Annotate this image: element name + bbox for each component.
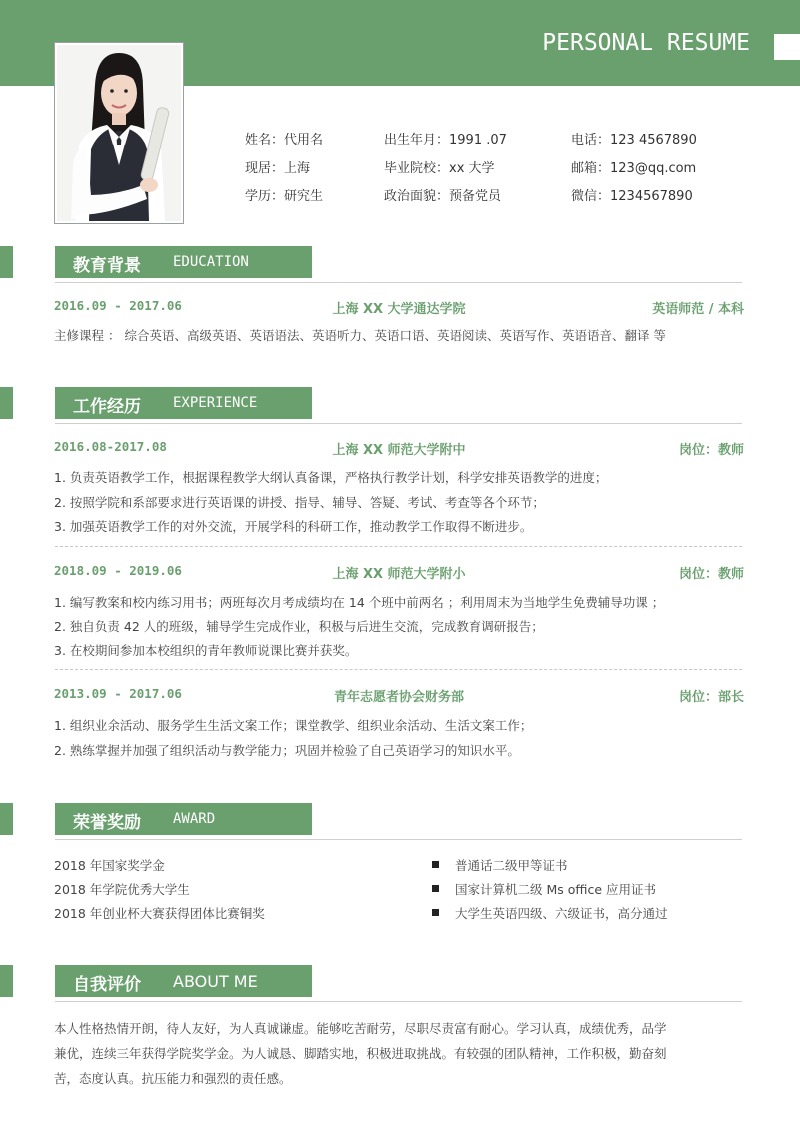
profile-name: 姓名：代用名 — [245, 133, 324, 148]
award-header — [55, 803, 312, 835]
award-item: 2018 年创业杯大赛获得团体比赛铜奖 — [54, 906, 265, 921]
job-role: 岗位：教师 — [678, 443, 744, 458]
profile-wechat: 微信：1234567890 — [571, 189, 693, 204]
about-title-cn: 自我评价 — [73, 975, 141, 995]
job-item: 2. 独自负责 42 人的班级，辅导学生完成作业，积极与后进生交流，完成教育调研报告； — [54, 619, 544, 634]
education-header — [55, 246, 312, 278]
experience-title-cn: 工作经历 — [73, 397, 141, 417]
certificate-item: 国家计算机二级 Ms office 应用证书 — [455, 882, 657, 897]
education-courses: 主修课程 ： 综合英语、高级英语、英语语法、英语听力、英语口语、英语阅读、英语写作、英语语音、翻译 等 — [54, 328, 666, 343]
profile-birth: 出生年月：1991 .07 — [384, 133, 507, 148]
experience-tab-marker — [0, 387, 13, 419]
education-title-cn: 教育背景 — [73, 256, 141, 276]
job-item: 1. 组织业余活动、服务学生生活文案工作；课堂教学、组织业余活动、生活文案工作； — [54, 718, 533, 733]
profile-info-col-1 — [245, 127, 323, 211]
square-bullet-icon — [432, 885, 439, 892]
profile-school: 毕业院校：xx 大学 — [384, 161, 495, 176]
job-separator — [55, 669, 742, 670]
job-org: 青年志愿者协会财务部 — [333, 690, 464, 705]
job-role: 岗位：部长 — [678, 690, 744, 705]
experience-title-en: EXPERIENCE — [173, 395, 258, 411]
about-tab-marker — [0, 965, 13, 997]
job-date: 2013.09 - 2017.06 — [54, 686, 182, 701]
job-item: 2. 按照学院和系部要求进行英语课的讲授、指导、辅导、答疑、考试、考查等各个环节； — [54, 495, 545, 510]
job-row — [54, 686, 744, 706]
job-item: 1. 负责英语教学工作，根据课程教学大纲认真备课，严格执行教学计划，科学安排英语教学的进度； — [54, 470, 608, 485]
certificate-item: 普通话二级甲等证书 — [455, 858, 568, 873]
award-divider — [55, 839, 742, 840]
education-divider — [55, 282, 742, 283]
job-org: 上海 XX 师范大学附小 — [332, 567, 466, 582]
profile-info-col-2 — [384, 127, 507, 211]
about-line: 本人性格热情开朗，待人友好，为人真诚谦虚。能够吃苦耐劳，尽职尽责富有耐心。学习认真，成绩优秀，品学 — [54, 1021, 667, 1036]
job-item: 3. 加强英语教学工作的对外交流，开展学科的科研工作，推动教学工作取得不断进步。 — [54, 519, 533, 534]
about-divider — [55, 1001, 742, 1002]
education-date: 2016.09 - 2017.06 — [54, 298, 182, 313]
about-line: 苦，态度认真。抗压能力和强烈的责任感。 — [54, 1071, 292, 1086]
job-row — [54, 563, 744, 583]
profile-photo — [57, 45, 181, 221]
profile-email: 邮箱：123@qq.com — [571, 161, 697, 176]
award-title-en: AWARD — [173, 811, 216, 827]
person-photo-icon — [57, 45, 181, 221]
job-separator — [55, 546, 742, 547]
title-square-decoration — [774, 34, 800, 60]
profile-phone: 电话：123 4567890 — [571, 133, 697, 148]
award-title-cn: 荣誉奖励 — [73, 813, 141, 833]
education-title-en: EDUCATION — [173, 254, 249, 270]
about-header — [55, 965, 312, 997]
education-row — [54, 298, 744, 318]
experience-header — [55, 387, 312, 419]
experience-divider — [55, 423, 742, 424]
job-date: 2016.08-2017.08 — [54, 439, 167, 454]
about-title-en: ABOUT ME — [173, 972, 258, 991]
profile-residence: 现居：上海 — [245, 161, 311, 176]
job-item: 2. 熟练掌握并加强了组织活动与教学能力；巩固并检验了自己英语学习的知识水平。 — [54, 743, 520, 758]
square-bullet-icon — [432, 909, 439, 916]
job-item: 1. 编写教案和校内练习用书；两班每次月考成绩均在 14 个班中前两名 ；利用周末为当地学生免费辅导功课 ； — [54, 595, 665, 610]
education-tab-marker — [0, 246, 13, 278]
resume-title: PERSONAL RESUME — [542, 30, 750, 56]
education-major: 英语师范 / 本科 — [652, 302, 744, 317]
profile-photo-frame — [54, 42, 184, 224]
award-tab-marker — [0, 803, 13, 835]
profile-politics: 政治面貌：预备党员 — [384, 189, 502, 204]
about-line: 兼优，连续三年获得学院奖学金。为人诚恳、脚踏实地，积极进取挑战。有较强的团队精神，工作积极，勤奋刻 — [54, 1046, 667, 1061]
profile-info-col-3 — [571, 127, 697, 211]
job-role: 岗位：教师 — [678, 567, 744, 582]
education-school: 上海 XX 大学通达学院 — [332, 302, 466, 317]
certificate-item: 大学生英语四级、六级证书，高分通过 — [455, 906, 668, 921]
square-bullet-icon — [432, 861, 439, 868]
award-item: 2018 年学院优秀大学生 — [54, 882, 190, 897]
job-row — [54, 439, 744, 459]
job-item: 3. 在校期间参加本校组织的青年教师说课比赛并获奖。 — [54, 643, 358, 658]
job-date: 2018.09 - 2019.06 — [54, 563, 182, 578]
profile-degree: 学历：研究生 — [245, 189, 324, 204]
job-org: 上海 XX 师范大学附中 — [332, 443, 466, 458]
award-item: 2018 年国家奖学金 — [54, 858, 165, 873]
